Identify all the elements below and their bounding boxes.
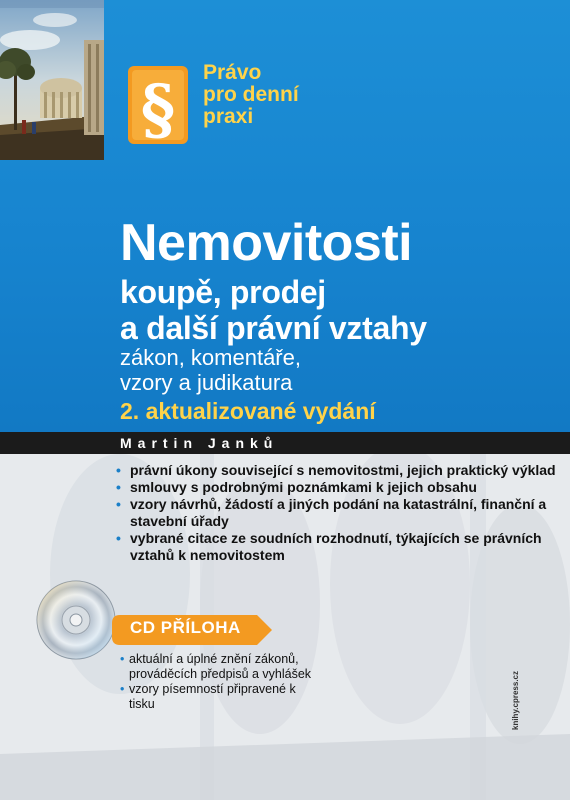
series-line-2: pro denní	[203, 83, 299, 106]
book-title: Nemovitosti	[120, 214, 413, 272]
author-name: Martin Janků	[120, 435, 279, 451]
cd-disc-icon	[36, 580, 116, 660]
cd-attachment-label: CD PŘÍLOHA	[130, 618, 241, 637]
feature-list	[116, 462, 556, 564]
feature-item: • smlouvy s podrobnými poznámkami k jejich obsahu	[116, 479, 556, 496]
subtitle-line-1: koupě, prodej	[120, 274, 326, 310]
feature-item: • právní úkony související s nemovitostmi, jejich praktický výklad	[116, 462, 556, 479]
series-logo-icon	[128, 66, 188, 144]
cd-item: • vzory písemností připravené k tisku	[120, 682, 320, 712]
series-line-3: praxi	[203, 105, 254, 128]
feature-item: • vybrané citace ze soudních rozhodnutí, týkajících se právních vztahů k nemovitostem	[116, 530, 556, 564]
series-name	[203, 62, 299, 128]
feature-item: • vzory návrhů, žádostí a jiných podání na katastrální, finanční a stavební úřady	[116, 496, 556, 530]
section-sign: §	[140, 70, 176, 144]
subtitle-line-3: zákon, komentáře,	[120, 345, 301, 370]
cd-contents-list	[120, 652, 320, 712]
publisher-url: knihy.cpress.cz	[511, 671, 520, 730]
cd-item: • aktuální a úplné znění zákonů, prováděcích předpisů a vyhlášek	[120, 652, 320, 682]
classical-painting-image	[0, 0, 104, 160]
subtitle-line-2: a další právní vztahy	[120, 310, 427, 346]
author-bar	[0, 432, 570, 454]
series-line-1: Právo	[203, 61, 262, 84]
edition-label: 2. aktualizované vydání	[120, 398, 376, 424]
subtitle-line-4: vzory a judikatura	[120, 370, 293, 395]
